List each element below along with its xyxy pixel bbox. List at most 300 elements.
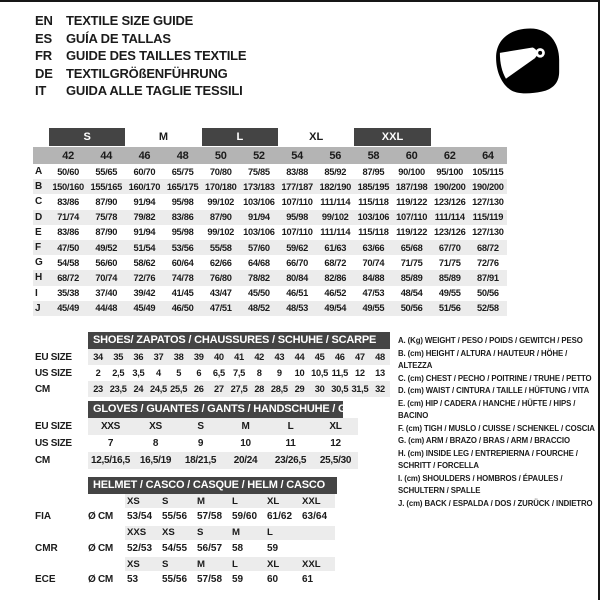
measurement-cell: 80/84 — [286, 272, 308, 283]
shoes-cell: 28,5 — [270, 384, 288, 394]
measurement-cell: 49/55 — [438, 288, 461, 299]
measurement-cell: 107/110 — [396, 212, 428, 223]
helmet-size-cell: L — [230, 494, 265, 508]
helmet-value-row — [35, 540, 337, 558]
language-code: IT — [35, 83, 47, 99]
measurement-cell: 51/56 — [438, 303, 461, 314]
shoes-row — [35, 365, 392, 381]
helmet-size-row — [35, 526, 337, 540]
shoes-cell: 30,5 — [331, 384, 349, 394]
shoes-row-label: CM — [35, 383, 50, 395]
helmet-size-cell: XXL — [300, 494, 335, 508]
language-code: EN — [35, 13, 53, 29]
shoes-cell: 36 — [133, 352, 144, 362]
measurement-cell: 50/60 — [57, 166, 79, 177]
shoes-cell: 43 — [274, 352, 285, 362]
row-letter: B — [35, 181, 43, 193]
shoes-cell: 26 — [193, 384, 204, 394]
gloves-cell: 11 — [285, 438, 296, 449]
shoes-cell: 24 — [133, 384, 144, 394]
language-title-row — [35, 65, 246, 83]
shoes-cell: 34 — [93, 352, 103, 362]
shoes-cell: 10 — [294, 368, 305, 378]
shoes-cell: 9 — [276, 368, 282, 378]
size-cell: 46 — [138, 149, 151, 162]
measurement-cell: 87/91 — [477, 272, 499, 283]
measurement-cell: 50/56 — [400, 303, 423, 314]
measurement-cell: 45/49 — [133, 303, 156, 314]
helmet-size-cell: XS — [160, 526, 195, 540]
shoes-cell: 27,5 — [230, 384, 248, 394]
measurement-cell: 82/86 — [324, 272, 347, 283]
helmet-section-title: HELMET / CASCO / CASQUE / HELM / CASCO — [88, 477, 337, 494]
shoes-cell: 6,5 — [212, 368, 225, 378]
measurement-cell: 72/76 — [477, 257, 499, 268]
helmet-value-cell: 57/58 — [197, 511, 223, 523]
shoes-cell: 29 — [294, 384, 305, 394]
language-title-row — [35, 82, 246, 100]
shoes-cell: 38 — [173, 352, 184, 362]
helmet-section — [35, 477, 337, 589]
shoes-cell: 23 — [93, 384, 103, 394]
helmet-value-cell — [300, 540, 335, 558]
gloves-cell: 8 — [152, 438, 159, 449]
size-group-s: S — [49, 128, 125, 146]
measurement-cell: 150/160 — [52, 181, 84, 192]
measurement-cell: 87/90 — [95, 227, 118, 238]
measurement-cell: 111/114 — [320, 227, 351, 238]
measurement-cell: 51/54 — [133, 242, 156, 253]
row-letter: J — [35, 302, 41, 314]
size-cell: 44 — [100, 149, 113, 162]
gloves-cells — [88, 418, 358, 435]
shoes-cell: 23,5 — [109, 384, 127, 394]
language-code: FR — [35, 48, 52, 64]
shoes-cell: 2,5 — [112, 368, 125, 378]
helmet-value-cell: 57/58 — [197, 574, 223, 586]
gloves-cell: 25,5/30 — [319, 455, 352, 466]
shoes-cell: 4 — [156, 368, 161, 378]
measurement-cell: 72/76 — [133, 272, 156, 283]
helmet-value-cell: 53/54 — [127, 511, 153, 523]
legend-item: F. (cm) TIGH / MUSLO / CUISSE / SCHENKEL / COSCIA — [398, 423, 595, 433]
measurement-cell: 190/200 — [472, 181, 504, 192]
shoes-cell: 42 — [254, 352, 265, 362]
legend-item: D. (cm) WAIST / CINTURA / TAILLE / HÜFTUNG / VITA — [398, 386, 590, 395]
shoes-cell: 46 — [334, 352, 345, 362]
measurement-cell: 119/122 — [396, 227, 428, 238]
helmet-value-cell: 53 — [127, 574, 139, 586]
measurement-cell: 115/119 — [472, 212, 504, 223]
measurement-cell: 67/70 — [438, 242, 461, 253]
measurement-cell: 115/118 — [358, 196, 389, 207]
measurement-cell: 65/68 — [400, 242, 423, 253]
gloves-cell: 20/24 — [233, 455, 258, 466]
helmet-size-cell: M — [195, 557, 230, 571]
full-face-helmet-icon — [490, 16, 566, 108]
measurement-cell: 115/118 — [358, 227, 389, 238]
measurement-cell: 49/54 — [324, 303, 347, 314]
size-group-m: M — [158, 131, 169, 143]
shoes-cell: 10,5 — [311, 368, 329, 378]
helmet-size-cell: XXL — [300, 557, 335, 571]
measurement-cell: 71/75 — [400, 257, 423, 268]
measurement-row — [33, 179, 507, 194]
gloves-row-label: EU SIZE — [35, 421, 72, 432]
shoes-cell: 7,5 — [233, 368, 246, 378]
shoes-cell: 40 — [214, 352, 224, 362]
gloves-row — [35, 452, 360, 469]
gloves-row-label: US SIZE — [35, 438, 72, 449]
size-cell: 52 — [253, 149, 265, 162]
size-cell: 62 — [443, 149, 456, 162]
measurement-cell: 103/106 — [243, 196, 275, 207]
measurement-cell: 78/82 — [248, 272, 270, 283]
measurement-cell: 111/114 — [320, 196, 351, 207]
diameter-unit-label: Ø CM — [88, 574, 113, 586]
shoes-cells — [88, 381, 390, 397]
measurement-cell: 53/56 — [171, 242, 194, 253]
measurement-cell: 43/47 — [209, 288, 232, 299]
measurement-cell: 182/190 — [319, 181, 351, 192]
size-group-l: L — [202, 128, 278, 146]
measurement-cell: 52/58 — [477, 303, 499, 314]
legend-item: I. (cm) SHOULDERS / HOMBROS / ÉPAULES / SCHULTERN / SPALLE — [398, 473, 563, 495]
shoes-cell: 25,5 — [170, 384, 188, 394]
measurement-cell: 71/75 — [438, 257, 461, 268]
measurement-cell: 95/98 — [286, 212, 308, 223]
measurement-cell: 68/72 — [324, 257, 347, 268]
row-letter: F — [35, 242, 42, 254]
size-group-header-row — [33, 127, 507, 147]
page-top-border — [0, 0, 600, 2]
measurement-row — [33, 210, 507, 225]
helmet-size-cell: XS — [125, 557, 160, 571]
shoes-cell: 47 — [355, 352, 365, 362]
shoes-cell: 48 — [375, 352, 385, 362]
measurement-cell: 83/86 — [57, 196, 79, 207]
shoes-cell: 27 — [214, 384, 224, 394]
measurement-cell: 155/165 — [90, 181, 122, 192]
measurement-cell: 56/60 — [95, 257, 118, 268]
measurement-cell: 74/78 — [171, 272, 194, 283]
measurement-cell: 39/42 — [133, 288, 156, 299]
size-group-xl: XL — [309, 131, 324, 143]
shoes-cell: 3,5 — [132, 368, 145, 378]
gloves-cells — [88, 435, 358, 452]
shoes-cells — [88, 349, 390, 365]
shoes-cell: 28 — [254, 384, 265, 394]
measurement-cell: 46/50 — [171, 303, 194, 314]
language-title-row — [35, 47, 246, 65]
measurement-cell: 65/75 — [171, 166, 194, 177]
measurement-cell: 44/48 — [95, 303, 118, 314]
measurement-cell: 60/64 — [171, 257, 194, 268]
measurement-cell: 41/45 — [171, 288, 194, 299]
shoes-cell: 45 — [314, 352, 325, 362]
measurement-cell: 170/180 — [204, 181, 237, 192]
measurement-cell: 107/110 — [281, 196, 313, 207]
row-letter: I — [35, 287, 38, 299]
measurement-cell: 58/62 — [133, 257, 156, 268]
measurement-row — [33, 194, 507, 209]
shoes-section-title: SHOES/ ZAPATOS / CHAUSSURES / SCHUHE / SCARPE — [88, 332, 390, 349]
measurement-cell: 57/60 — [248, 242, 270, 253]
measurement-cell: 95/98 — [171, 196, 194, 207]
gloves-cell: 12,5/16,5 — [90, 455, 130, 466]
measurement-cell: 105/115 — [472, 166, 504, 177]
shoes-cell: 6 — [196, 368, 202, 378]
numeric-size-row — [33, 147, 507, 164]
size-cell: 42 — [62, 149, 74, 162]
helmet-size-cell: L — [265, 526, 300, 540]
textile-size-table — [33, 127, 507, 316]
standard-label-fia: FIA — [35, 511, 52, 523]
language-code: ES — [35, 30, 52, 46]
helmet-size-cell: S — [195, 526, 230, 540]
measurement-cell: 95/100 — [436, 166, 464, 177]
measurement-cell: 83/86 — [57, 227, 79, 238]
measurement-cell: 35/38 — [57, 288, 79, 299]
measurement-row — [33, 240, 507, 255]
measurement-cell: 103/106 — [243, 227, 275, 238]
measurement-cell: 70/80 — [209, 166, 232, 177]
helmet-size-row — [35, 557, 337, 571]
measurement-cell: 177/187 — [281, 181, 313, 192]
shoes-cell: 24,5 — [150, 384, 167, 394]
row-letter: D — [35, 211, 43, 223]
legend-item: J. (cm) BACK / ESPALDA / DOS / ZURÜCK / INDIETRO — [398, 498, 593, 508]
measurement-cell: 103/106 — [357, 212, 390, 223]
gloves-cell: L — [287, 421, 294, 432]
measurement-cell: 48/53 — [286, 303, 308, 314]
measurement-cell: 91/94 — [248, 212, 270, 223]
measurement-cell: 47/53 — [362, 288, 385, 299]
measurement-cell: 47/51 — [209, 303, 232, 314]
measurement-cell: 70/74 — [95, 272, 118, 283]
language-title-block — [35, 12, 246, 100]
measurement-cell: 70/74 — [362, 257, 385, 268]
measurement-cell: 85/89 — [438, 272, 461, 283]
gloves-cell: XL — [329, 421, 342, 432]
standard-label-ece: ECE — [35, 574, 56, 586]
helmet-size-cell: S — [160, 557, 195, 571]
helmet-value-cell: 54/55 — [162, 542, 188, 554]
helmet-value-cell: 56/57 — [197, 542, 223, 554]
language-title-row — [35, 12, 246, 30]
measurement-row — [33, 164, 507, 179]
row-letter: G — [35, 257, 43, 269]
shoes-cell: 2 — [95, 368, 101, 378]
measurement-cell: 185/195 — [357, 181, 390, 192]
measurement-rows — [33, 164, 507, 316]
size-cell: 64 — [482, 149, 494, 162]
language-title: TEXTILE SIZE GUIDE — [66, 13, 194, 29]
shoes-cell: 39 — [193, 352, 204, 362]
language-code: DE — [35, 65, 53, 81]
measurement-cell: 83/86 — [171, 212, 194, 223]
measurement-cell: 123/126 — [433, 196, 466, 207]
measurement-cell: 91/94 — [133, 196, 156, 207]
measurement-cell: 55/58 — [209, 242, 232, 253]
measurement-cell: 37/40 — [95, 288, 118, 299]
size-cell: 50 — [214, 149, 227, 162]
measurement-row — [33, 286, 507, 301]
row-letter: H — [35, 272, 43, 284]
measurement-cell: 165/175 — [166, 181, 199, 192]
shoes-cell: 35 — [113, 352, 124, 362]
measurement-cell: 173/183 — [243, 181, 275, 192]
measurement-cell: 84/88 — [362, 272, 385, 283]
measurement-cell: 68/72 — [477, 242, 499, 253]
helmet-value-cell: 61/62 — [267, 511, 293, 523]
gloves-cell: 16,5/19 — [139, 455, 172, 466]
gloves-cell: XXS — [100, 421, 121, 432]
helmet-value-cell: 59 — [232, 574, 244, 586]
helmet-value-cell: 61 — [302, 574, 314, 586]
helmet-size-cell: XS — [125, 494, 160, 508]
shoes-row — [35, 349, 392, 365]
helmet-value-cell: 60 — [267, 574, 279, 586]
standard-label-cmr: CMR — [35, 542, 58, 554]
shoes-cell: 30 — [314, 384, 325, 394]
measurement-row — [33, 225, 507, 240]
measurement-cell: 45/50 — [248, 288, 270, 299]
measurement-cell: 123/126 — [433, 227, 466, 238]
gloves-section — [35, 401, 379, 469]
measurement-cell: 60/70 — [133, 166, 156, 177]
helmet-size-cell: XXS — [125, 526, 160, 540]
measurement-cell: 45/49 — [57, 303, 79, 314]
measurement-row — [33, 301, 507, 316]
helmet-value-row — [35, 571, 337, 589]
measurement-cell: 99/102 — [207, 196, 235, 207]
shoes-cell: 44 — [294, 352, 305, 362]
shoes-row-label: EU SIZE — [35, 351, 72, 363]
size-cell: 58 — [367, 149, 380, 162]
measurement-cell: 62/66 — [209, 257, 232, 268]
helmet-size-cell: M — [195, 494, 230, 508]
helmet-value-cell: 63/64 — [302, 511, 328, 523]
size-cell: 54 — [291, 149, 303, 162]
helmet-size-cell — [300, 526, 335, 540]
measurement-cell: 75/78 — [95, 212, 118, 223]
measurement-cell: 75/85 — [248, 166, 270, 177]
size-group-xxl: XXL — [354, 128, 430, 146]
measurement-cell: 59/62 — [286, 242, 308, 253]
helmet-value-cell: 58 — [232, 542, 244, 554]
shoes-cell: 12 — [355, 368, 365, 378]
measurement-cell: 49/52 — [95, 242, 118, 253]
measurement-cell: 63/66 — [362, 242, 385, 253]
measurement-legend — [398, 335, 595, 510]
legend-item: H. (cm) INSIDE LEG / ENTREPIERNA / FOURCHE / SCHRITT / FORCELLA — [398, 448, 578, 470]
helmet-value-cell: 59 — [267, 542, 279, 554]
measurement-cell: 55/65 — [95, 166, 118, 177]
row-letter: C — [35, 196, 43, 208]
gloves-cells — [88, 452, 358, 469]
language-title-row — [35, 30, 246, 48]
gloves-cell: 18/21,5 — [184, 455, 217, 466]
measurement-cell: 107/110 — [281, 227, 313, 238]
legend-item: G. (cm) ARM / BRAZO / BRAS / ARM / BRACCIO — [398, 436, 570, 445]
measurement-cell: 127/130 — [472, 227, 504, 238]
shoes-cell: 8 — [256, 368, 262, 378]
measurement-cell: 66/70 — [286, 257, 308, 268]
diameter-unit-label: Ø CM — [88, 542, 113, 554]
size-cell: 60 — [405, 149, 418, 162]
shoes-cell: 37 — [153, 352, 164, 362]
measurement-cell: 71/74 — [57, 212, 79, 223]
shoes-cell: 41 — [234, 352, 244, 362]
language-title: GUIDE DES TAILLES TEXTILE — [66, 48, 247, 64]
measurement-cell: 127/130 — [472, 196, 504, 207]
size-cell: 56 — [329, 149, 342, 162]
shoes-cell: 13 — [375, 368, 385, 378]
gloves-cell: 12 — [330, 438, 341, 449]
measurement-cell: 64/68 — [248, 257, 270, 268]
diameter-unit-label: Ø CM — [88, 511, 113, 523]
gloves-row — [35, 435, 360, 452]
measurement-cell: 68/72 — [57, 272, 79, 283]
gloves-cell: 23/26,5 — [274, 455, 307, 466]
helmet-size-cell: XL — [265, 494, 300, 508]
measurement-cell: 85/89 — [400, 272, 423, 283]
helmet-value-cell: 55/56 — [162, 574, 188, 586]
measurement-cell: 49/55 — [362, 303, 385, 314]
size-cell: 48 — [176, 149, 189, 162]
helmet-value-cell: 55/56 — [162, 511, 188, 523]
measurement-cell: 99/102 — [321, 212, 349, 223]
gloves-cell: M — [241, 421, 250, 432]
legend-item: A. (Kg) WEIGHT / PESO / POIDS / GEWITCH / PESO — [398, 336, 583, 345]
measurement-cell: 83/88 — [286, 166, 308, 177]
shoes-cells — [88, 365, 390, 381]
measurement-cell: 111/114 — [434, 212, 465, 223]
shoes-row — [35, 381, 392, 397]
gloves-cell: 9 — [197, 438, 204, 449]
measurement-cell: 87/95 — [362, 166, 385, 177]
measurement-cell: 90/100 — [398, 166, 425, 177]
gloves-cell: 10 — [240, 438, 251, 449]
language-title: GUÍA DE TALLAS — [66, 30, 171, 46]
measurement-cell: 91/94 — [133, 227, 156, 238]
measurement-cell: 61/63 — [324, 242, 347, 253]
measurement-cell: 95/98 — [171, 227, 194, 238]
measurement-cell: 85/92 — [324, 166, 347, 177]
helmet-size-cell: M — [230, 526, 265, 540]
measurement-cell: 46/52 — [324, 288, 347, 299]
measurement-cell: 187/198 — [395, 181, 428, 192]
shoes-cell: 32 — [375, 384, 385, 394]
shoes-cell: 31,5 — [351, 384, 369, 394]
measurement-cell: 54/58 — [57, 257, 79, 268]
measurement-row — [33, 255, 507, 270]
gloves-row — [35, 418, 360, 435]
gloves-cell: XS — [149, 421, 162, 432]
measurement-cell: 50/56 — [477, 288, 499, 299]
measurement-row — [33, 270, 507, 285]
gloves-cell: 7 — [107, 438, 114, 449]
row-letter: A — [35, 166, 43, 178]
helmet-size-cell: L — [230, 557, 265, 571]
gloves-row-label: CM — [35, 455, 50, 466]
legend-item: C. (cm) CHEST / PECHO / POITRINE / TRUHE / PETTO — [398, 373, 592, 383]
measurement-cell: 160/170 — [128, 181, 161, 192]
language-title: TEXTILGRÖßENFÜHRUNG — [66, 65, 228, 81]
measurement-cell: 47/50 — [57, 242, 79, 253]
helmet-value-cell: 59/60 — [232, 511, 258, 523]
